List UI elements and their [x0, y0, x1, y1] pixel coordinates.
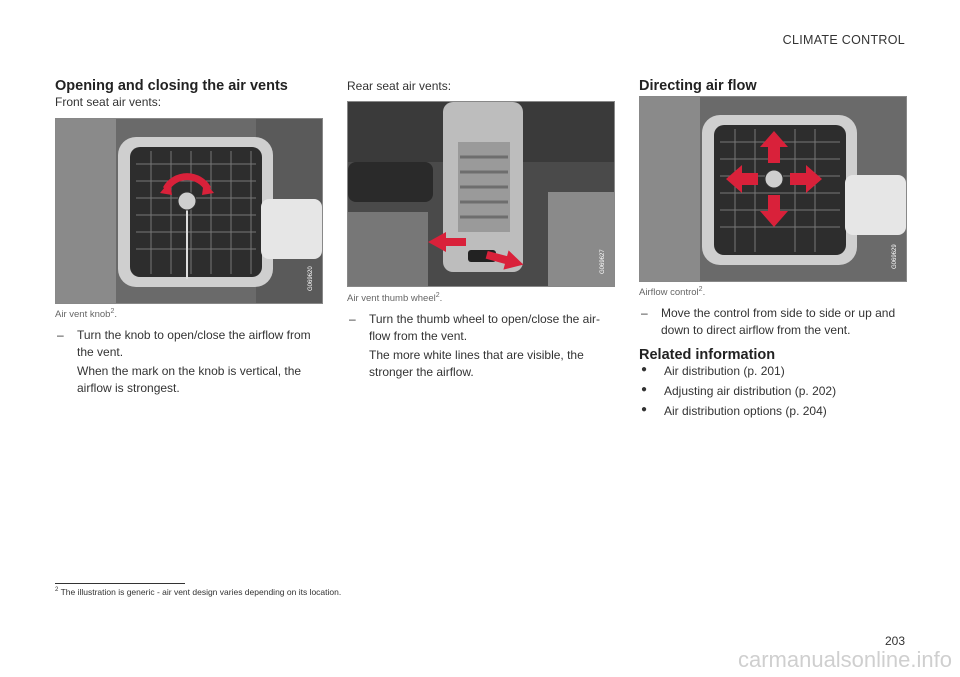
page-number: 203: [884, 634, 905, 648]
step-airflow: – Move the control from side to side or up and down to direct airflow from the vent.: [641, 306, 896, 337]
airflow-control-illustration: [639, 96, 907, 282]
footnote: $^2$ The illustration is generic - air vent design varies depending on its location.: [55, 587, 342, 597]
caption-rear: Air vent thumb wheel$^2$.: [347, 292, 443, 305]
footnote-divider: [55, 583, 185, 584]
note-rear: The more white lines that are visible, the stronger the airflow.: [369, 348, 584, 379]
image-code: G069627: [600, 249, 606, 274]
image-code: G069629: [892, 244, 898, 269]
image-code: G069620: [308, 266, 314, 291]
step-dash: –: [57, 328, 64, 342]
rear-vent-illustration: [347, 101, 615, 287]
caption-front: Air vent knob$^2$.: [55, 308, 117, 321]
caption-airflow: Airflow control$^2$.: [639, 286, 706, 299]
front-seat-intro: Front seat air vents:: [55, 95, 162, 109]
note-front: When the mark on the knob is vertical, the airflow is strongest.: [77, 364, 302, 395]
bullet-icon: ●: [641, 364, 648, 375]
heading-related-information: Related information: [639, 347, 776, 363]
step-rear: – Turn the thumb wheel to open/close the air- flow from the vent.: [349, 312, 601, 343]
heading-opening-closing: Opening and closing the air vents: [55, 78, 288, 94]
heading-directing-air-flow: Directing air flow: [639, 78, 757, 94]
rear-seat-intro: Rear seat air vents:: [347, 79, 452, 93]
section-header: CLIMATE CONTROL: [782, 33, 905, 47]
step-front: – Turn the knob to open/close the airflow from the vent.: [57, 328, 311, 359]
watermark: carmanualsonline.info: [737, 647, 952, 672]
bullet-icon: ●: [641, 404, 648, 415]
front-vent-illustration: [55, 118, 323, 304]
bullet-icon: ●: [641, 384, 648, 395]
